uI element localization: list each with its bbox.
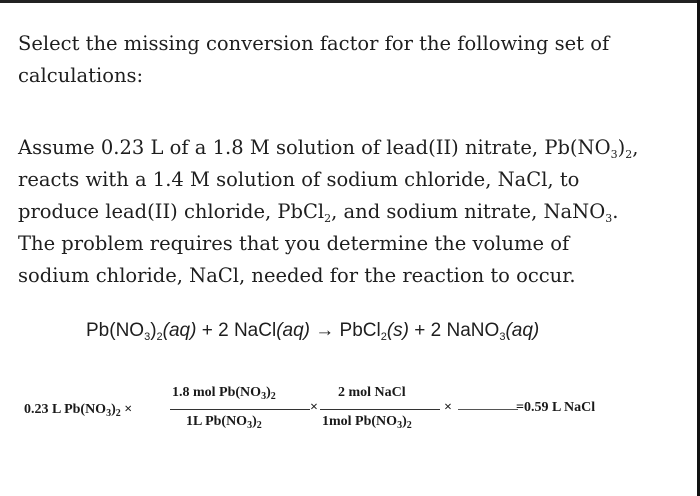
multiply-sign: × <box>310 400 318 415</box>
result: =0.59 L NaCl <box>516 400 596 415</box>
factor2-numerator: 2 mol NaCl <box>338 385 406 400</box>
reaction-arrow: → <box>309 320 340 341</box>
top-border <box>0 0 700 3</box>
starting-quantity: 0.23 L $Pb(NO_3)_2$ × <box>24 402 133 419</box>
prompt-line-1: Select the missing conversion factor for the following set of <box>18 32 610 55</box>
missing-factor-blank <box>458 409 518 410</box>
body-line-1: Assume 0.23 L of a 1.8 M solution of lead(II) nitrate, $Pb(NO_3)_2$, <box>18 136 639 161</box>
multiply-sign: × <box>444 400 452 415</box>
factor1-numerator: 1.8 mol $Pb(NO_3)_2$ <box>172 385 276 402</box>
factor1-fraction-bar <box>170 409 310 410</box>
prompt-line-2: calculations: <box>18 64 144 87</box>
chemical-equation: $Pb(NO_3)_2(aq) + 2$ NaCl(aq) → PbCl$_2$(s) + 2 NaNO$_3$(aq) <box>86 320 540 343</box>
dimensional-analysis <box>0 378 700 448</box>
body-line-4: The problem requires that you determine the volume of <box>18 232 570 255</box>
question-prompt <box>18 28 668 92</box>
body-line-5: sodium chloride, NaCl, needed for the reaction to occur. <box>18 264 576 287</box>
factor2-fraction-bar <box>320 409 440 410</box>
question-body <box>18 132 668 292</box>
body-line-3: produce lead(II) chloride, PbCl$_2$, and sodium nitrate, NaNO$_3$. <box>18 200 619 225</box>
body-line-2: reacts with a 1.4 M solution of sodium chloride, NaCl, to <box>18 168 580 191</box>
factor2-denominator: 1mol $Pb(NO_3)_2$ <box>322 414 412 431</box>
factor1-denominator: 1L $Pb(NO_3)_2$ <box>186 414 262 431</box>
